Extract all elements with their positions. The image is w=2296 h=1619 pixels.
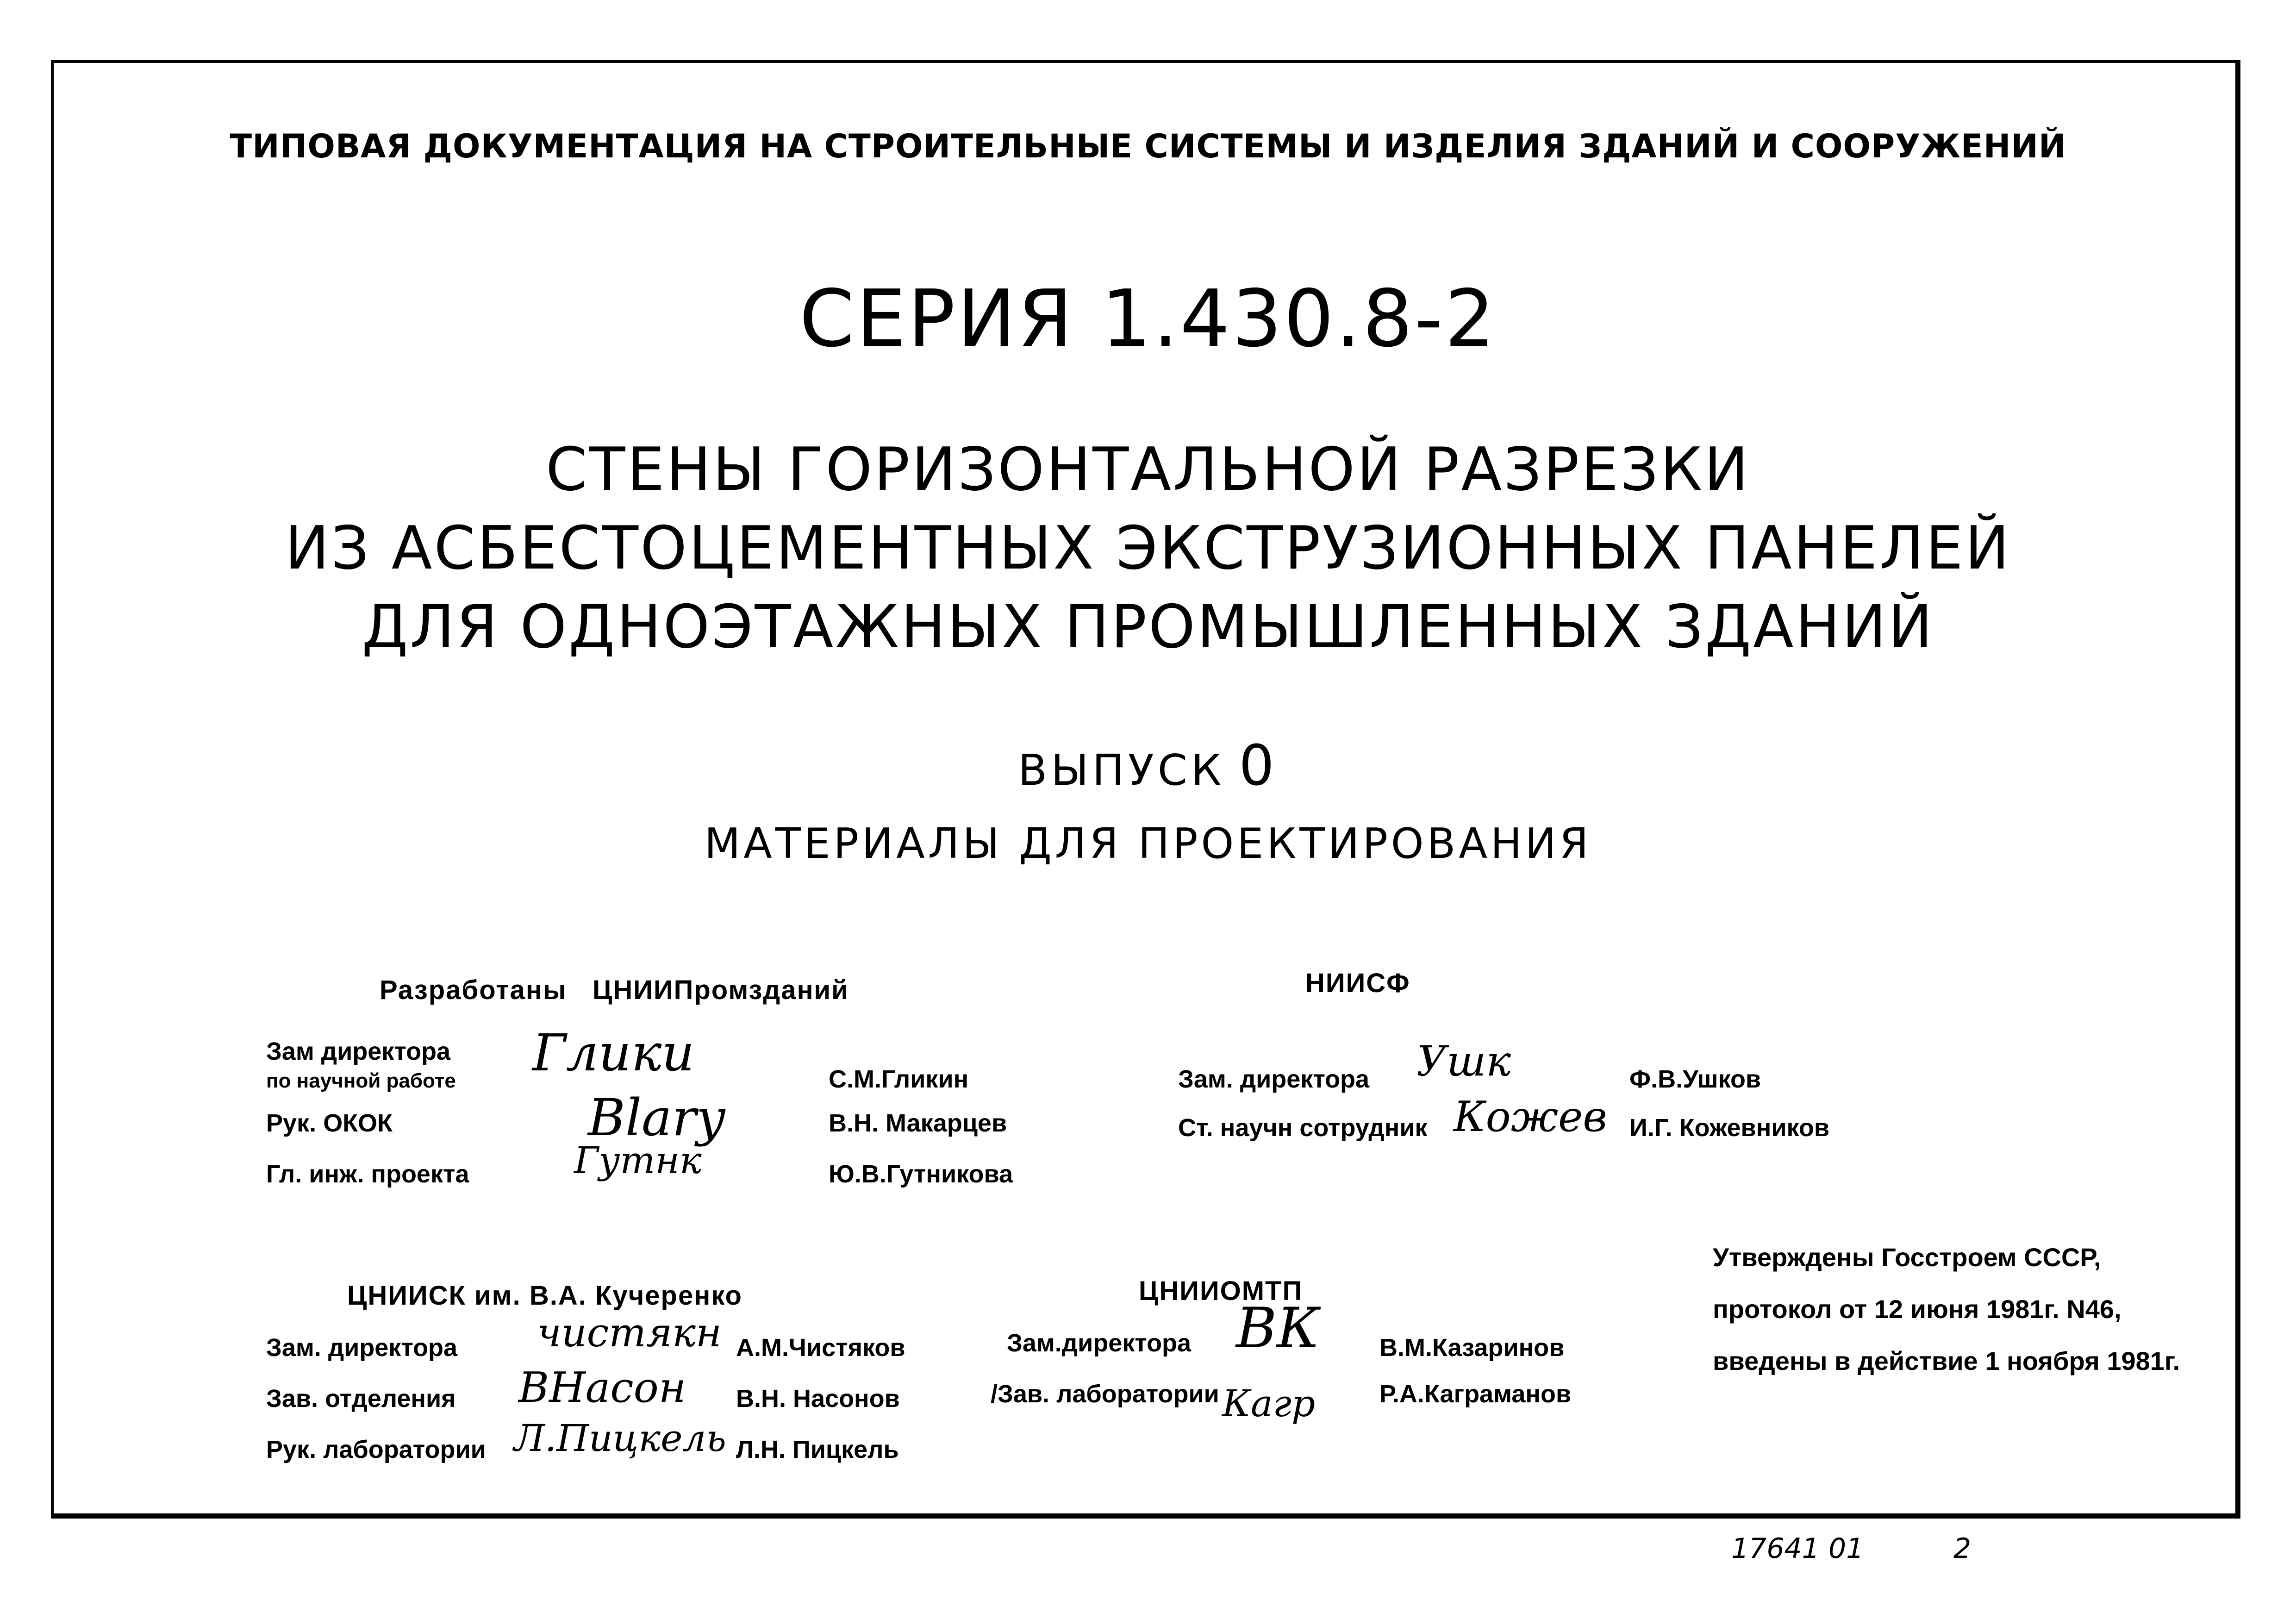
org2-signature-2: Кожев: [1454, 1093, 1607, 1141]
org3-role-1: Зам. директора: [266, 1334, 458, 1362]
org3-person-1: А.М.Чистяков: [736, 1334, 905, 1362]
org4-signature-2: Кагр: [1222, 1382, 1316, 1425]
title-line-1: СТЕНЫ ГОРИЗОНТАЛЬНОЙ РАЗРЕЗКИ: [546, 435, 1750, 504]
org2-person-1: Ф.В.Ушков: [1629, 1065, 1761, 1093]
org1-role-1a: Зам директора: [266, 1038, 451, 1065]
developed-by-label: Разработаны: [380, 975, 567, 1005]
materials-heading: МАТЕРИАЛЫ ДЛЯ ПРОЕКТИРОВАНИЯ: [704, 819, 1592, 868]
org2-signature-1: Ушк: [1416, 1037, 1511, 1086]
org4-role-1: Зам.директора: [1007, 1329, 1192, 1357]
org3-role-3: Рук. лаборатории: [266, 1436, 486, 1463]
org1-person-1: С.М.Гликин: [829, 1065, 969, 1093]
org3-person-2: В.Н. Насонов: [736, 1385, 900, 1413]
org3-role-2: Зав. отделения: [266, 1385, 456, 1413]
org3-signature-1: чистякн: [537, 1310, 722, 1356]
org4-role-2: /Зав. лаборатории: [991, 1380, 1219, 1408]
series-number: СЕРИЯ 1.430.8-2: [799, 273, 1497, 365]
top-heading: ТИПОВАЯ ДОКУМЕНТАЦИЯ НА СТРОИТЕЛЬНЫЕ СИСТЕМЫ И ИЗДЕЛИЯ ЗДАНИЙ И СООРУЖЕНИЙ: [230, 127, 2066, 165]
org3-person-3: Л.Н. Пицкель: [736, 1436, 899, 1463]
org3-signature-3: Л.Пицкель: [514, 1417, 726, 1460]
org4-person-2: Р.А.Каграманов: [1379, 1380, 1572, 1408]
org1-name: ЦНИИПромзданий: [593, 975, 849, 1005]
approval-line-1: Утверждены Госстроем СССР,: [1713, 1243, 2101, 1272]
org2-name: НИИСФ: [1305, 968, 1410, 998]
title-line-3: ДЛЯ ОДНОЭТАЖНЫХ ПРОМЫШЛЕННЫХ ЗДАНИЙ: [362, 593, 1934, 662]
org1-role-2: Рук. ОКОК: [266, 1109, 393, 1137]
org3-signature-2: ВНасон: [518, 1363, 686, 1412]
issue-number: 0: [1239, 734, 1278, 798]
org1-signature-2: Blary: [588, 1088, 725, 1147]
issue-heading: [0, 734, 2296, 798]
org4-name: ЦНИИОМТП: [1139, 1276, 1303, 1306]
org4-person-1: В.М.Казаринов: [1379, 1334, 1565, 1362]
org2-role-1: Зам. директора: [1178, 1065, 1370, 1093]
approval-note: [1713, 1231, 2180, 1387]
org1-person-2: В.Н. Макарцев: [829, 1109, 1007, 1137]
org4-signature-1: ВК: [1236, 1296, 1320, 1361]
org2-person-2: И.Г. Кожевников: [1629, 1114, 1830, 1142]
org3-name: ЦНИИСК им. В.А. Кучеренко: [347, 1281, 742, 1311]
org1-role-3: Гл. инж. проекта: [266, 1160, 469, 1188]
org1-signature-3: Гутнк: [574, 1139, 702, 1182]
title-line-2: ИЗ АСБЕСТОЦЕМЕНТНЫХ ЭКСТРУЗИОННЫХ ПАНЕЛЕЙ: [285, 514, 2011, 583]
org2-role-2: Ст. научн сотрудник: [1178, 1114, 1428, 1142]
approval-line-2: протокол от 12 июня 1981г. N46,: [1713, 1294, 2121, 1324]
document-number: 17641 01: [1731, 1532, 1864, 1565]
org1-signature-1: Глики: [532, 1023, 695, 1082]
org1-person-3: Ю.В.Гутникова: [829, 1160, 1013, 1188]
page-number: 2: [1953, 1532, 1972, 1565]
issue-label: ВЫПУСК: [1018, 745, 1225, 795]
org1-role-1b: по научной работе: [266, 1069, 456, 1092]
approval-line-3: введены в действие 1 ноября 1981г.: [1713, 1346, 2180, 1375]
